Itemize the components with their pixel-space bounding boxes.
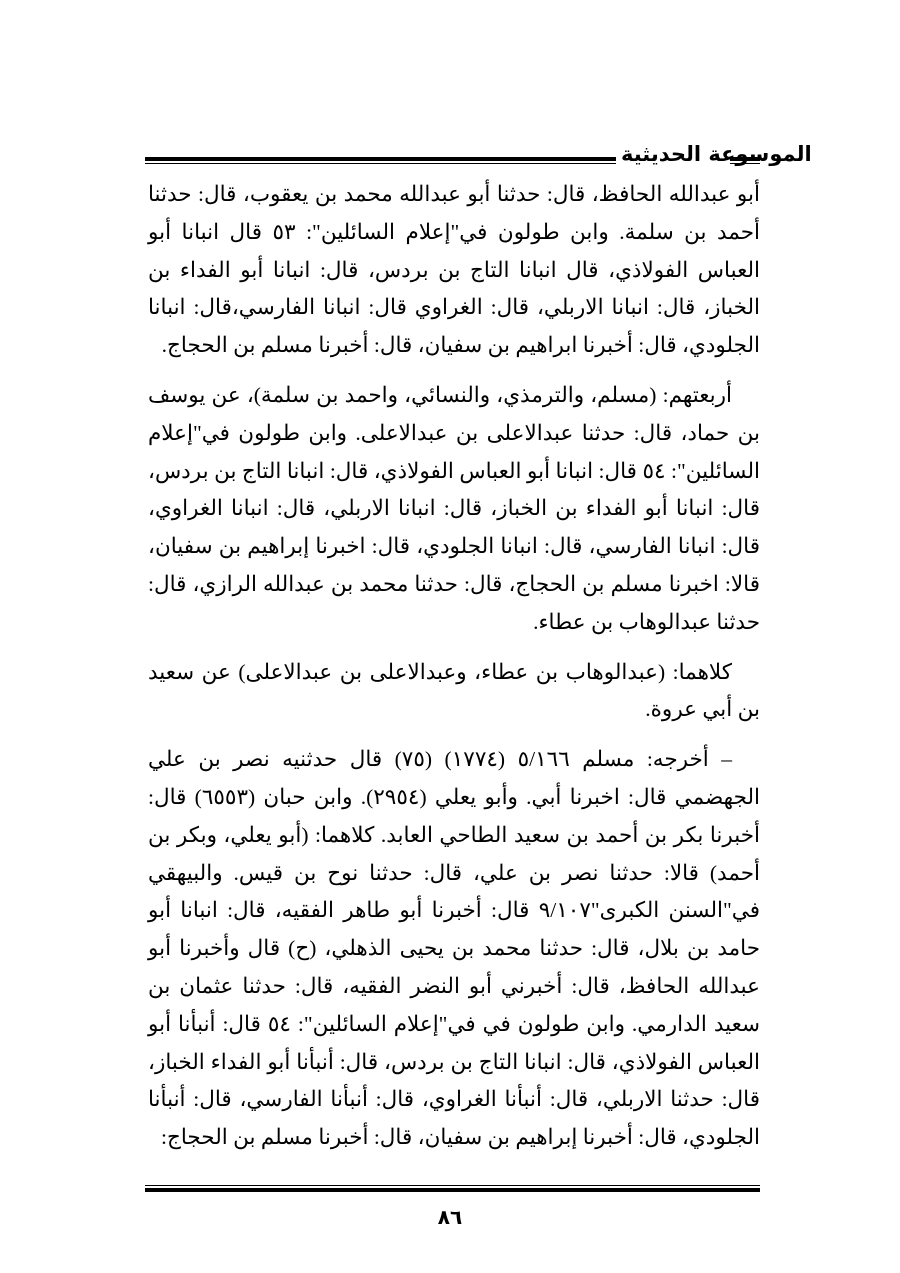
header-rule-right (730, 157, 760, 164)
page-number: ٨٦ (437, 1205, 463, 1229)
main-text (148, 176, 760, 1169)
running-header (145, 138, 812, 178)
header-title: الموسوعة الحديثية (621, 142, 812, 166)
paragraph-2: أربعتهم: (مسلم، والترمذي، والنسائي، واحمد بن سلمة)، عن يوسف بن حماد، قال: حدثنا عبدالاعلى بن عبدالاعلى. وابن طولون في"إعلام السائلين": ٥٤ قال: انبانا أبو العباس الفولاذي، قال: انبانا التاج بن بردس، قال: انبانا أبو الفداء بن الخباز، قال: انبانا الاربلي، قال: انبانا الغراوي، قال: انبانا الفارسي، قال: انبانا الجلودي، قال: اخبرنا إبراهيم بن سفيان، قالا: اخبرنا مسلم بن الحجاج، قال: حدثنا محمد بن عبدالله الرازي، قال: حدثنا عبدالوهاب بن عطاء. (148, 382, 760, 634)
paragraph-1: أبو عبدالله الحافظ، قال: حدثنا أبو عبدالله محمد بن يعقوب، قال: حدثنا أحمد بن سلمة. وابن طولون في"إعلام السائلين": ٥٣ قال انبانا أبو العباس الفولاذي، قال انبانا التاج بن بردس، قال: انبانا أبو الفداء بن الخباز، قال: انبانا الاربلي، قال: الغراوي قال: انبانا الفارسي،قال: انبانا الجلودي، قال: أخبرنا ابراهيم بن سفيان، قال: أخبرنا مسلم بن الحجاج. (148, 182, 760, 358)
paragraph-4: – أخرجه: مسلم ٥/١٦٦ (١٧٧٤) (٧٥) قال حدثنيه نصر بن علي الجهضمي قال: اخبرنا أبي. وأبو يعلي (٢٩٥٤). وابن حبان (٦٥٥٣) قال: أخبرنا بكر بن أحمد بن سعيد الطاحي العابد. كلاهما: (أبو يعلي، وبكر بن أحمد) قالا: حدثنا نصر بن علي، قال: حدثنا نوح بن قيس. والبيهقي في"السنن الكبرى"٩/١٠٧ قال: أخبرنا أبو طاهر الفقيه، قال: انبانا أبو حامد بن بلال، قال: حدثنا محمد بن يحيى الذهلي، (ح) قال وأخبرنا أبو عبدالله الحافظ، قال: أخبرني أبو النضر الفقيه، قال: حدثنا عثمان بن سعيد الدارمي. وابن طولون في في"إعلام السائلين": ٥٤ قال: أنبأنا أبو العباس الفولاذي، قال: انبانا التاج بن بردس، قال: أنبأنا أبو الفداء الخباز، قال: حدثنا الاربلي، قال: أنبأنا الغراوي، قال: أنبأنا الفارسي، قال: أنبأنا الجلودي، قال: أخبرنا إبراهيم بن سفيان، قال: أخبرنا مسلم بن الحجاج: (148, 747, 761, 1150)
header-rule-left (145, 157, 616, 164)
paragraph-3: كلاهما: (عبدالوهاب بن عطاء، وعبدالاعلى بن عبدالاعلى) عن سعيد بن أبي عروة. (148, 659, 760, 722)
footer-rule (145, 1185, 760, 1192)
